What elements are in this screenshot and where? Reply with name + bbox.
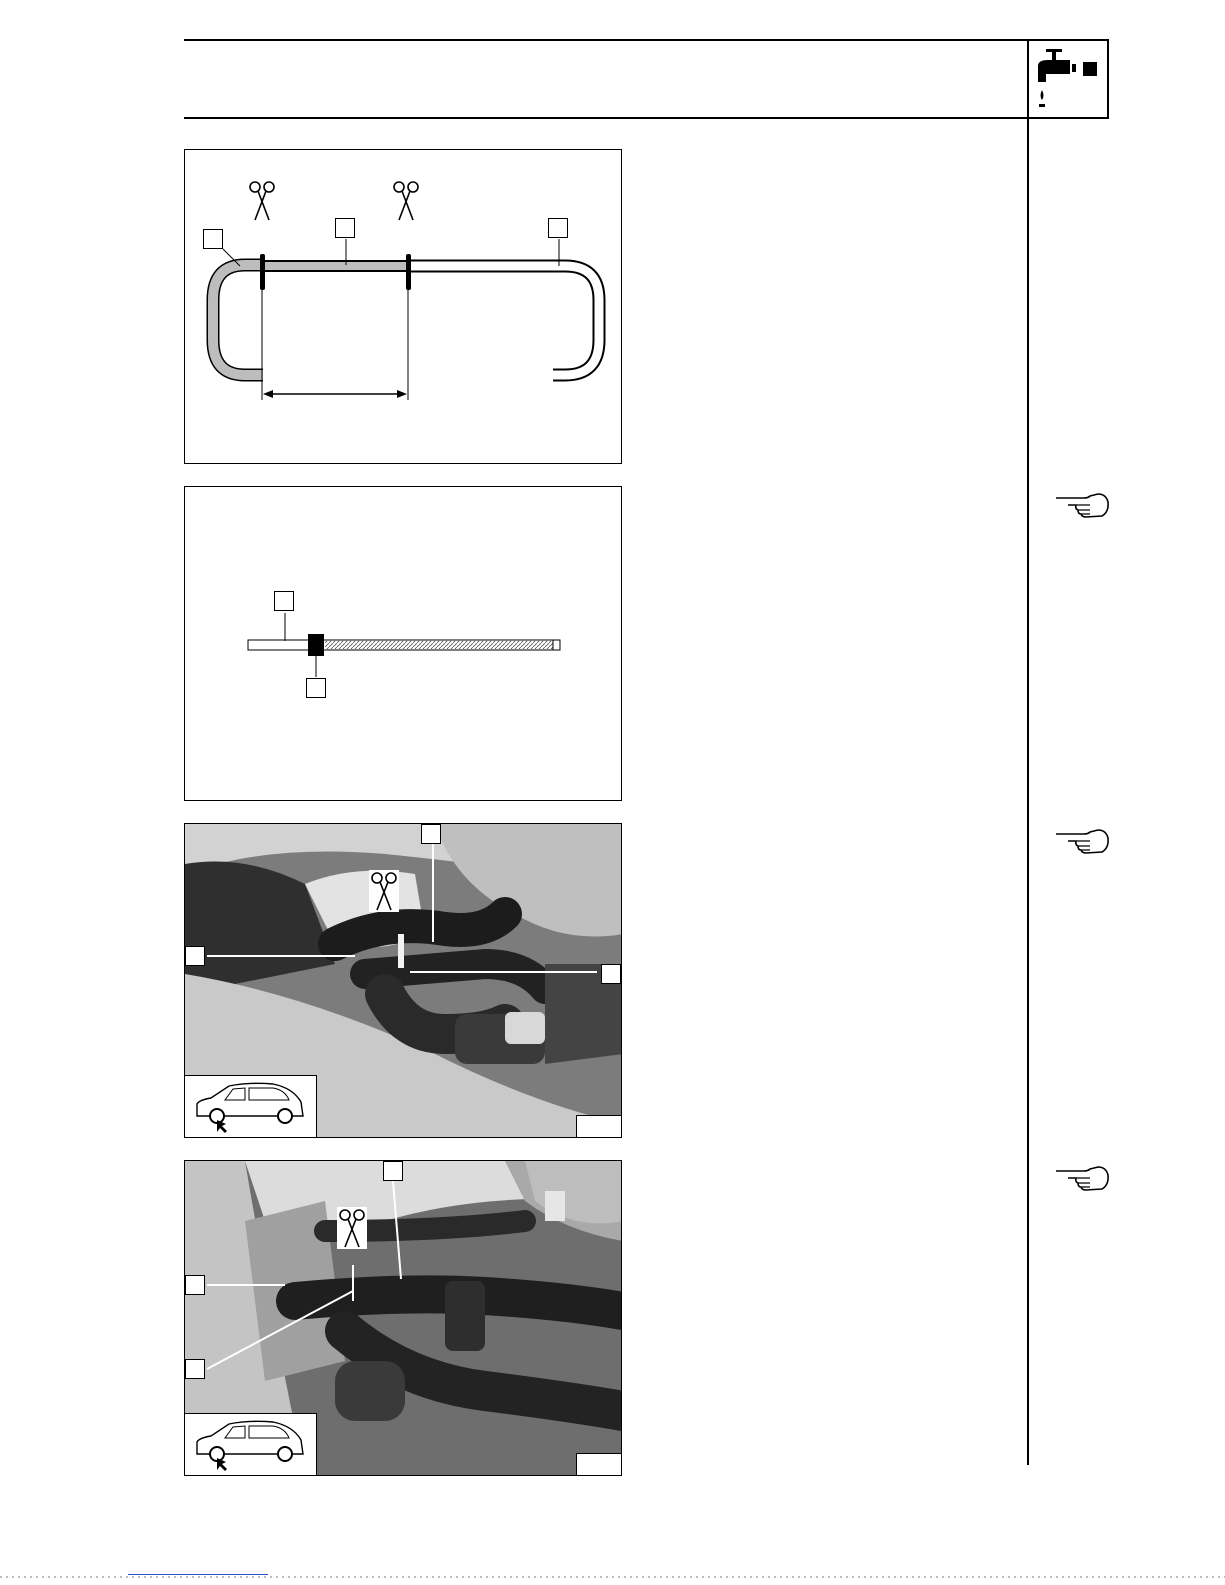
callout-box-2 (306, 678, 326, 698)
callout-box-1 (274, 591, 294, 611)
header-bottom-rule (184, 117, 1109, 119)
pointing-hand-icon (1054, 1163, 1110, 1193)
scissors-icon (247, 180, 277, 222)
pointing-hand-icon (1054, 826, 1110, 856)
callout-box-2 (335, 218, 355, 238)
scissors-icon (391, 180, 421, 222)
figure-reference-box (576, 1115, 622, 1138)
callout-box-3 (601, 964, 621, 984)
pointing-hand-icon (1054, 490, 1110, 520)
callout-box-1 (185, 946, 205, 966)
scissors-icon (369, 870, 399, 912)
footer-link[interactable] (128, 1572, 268, 1575)
figure-hose-photo-1 (184, 823, 622, 1138)
figure-tube-sleeve-diagram (184, 486, 622, 801)
car-lift-point-icon (189, 1418, 313, 1472)
figure-tube-cut-diagram (184, 149, 622, 464)
header-icon-box-right (1107, 39, 1109, 119)
header-top-rule (184, 39, 1109, 41)
car-lift-point-inset (185, 1075, 317, 1137)
car-lift-point-icon (189, 1080, 313, 1134)
water-tap-icon (1034, 46, 1100, 112)
car-lift-point-inset (185, 1413, 317, 1475)
right-column-rule (1027, 39, 1029, 1465)
callout-box-2 (421, 824, 441, 844)
page-bottom-edge (0, 1576, 1225, 1578)
scissors-icon (337, 1207, 367, 1249)
callout-box-1 (185, 1275, 205, 1295)
tube-sleeve-drawing (185, 487, 622, 801)
callout-box-1 (203, 229, 223, 249)
callout-box-3 (185, 1359, 205, 1379)
callout-box-2 (383, 1161, 403, 1181)
figure-reference-box (576, 1453, 622, 1476)
callout-box-3 (548, 218, 568, 238)
figure-hose-photo-2 (184, 1160, 622, 1476)
